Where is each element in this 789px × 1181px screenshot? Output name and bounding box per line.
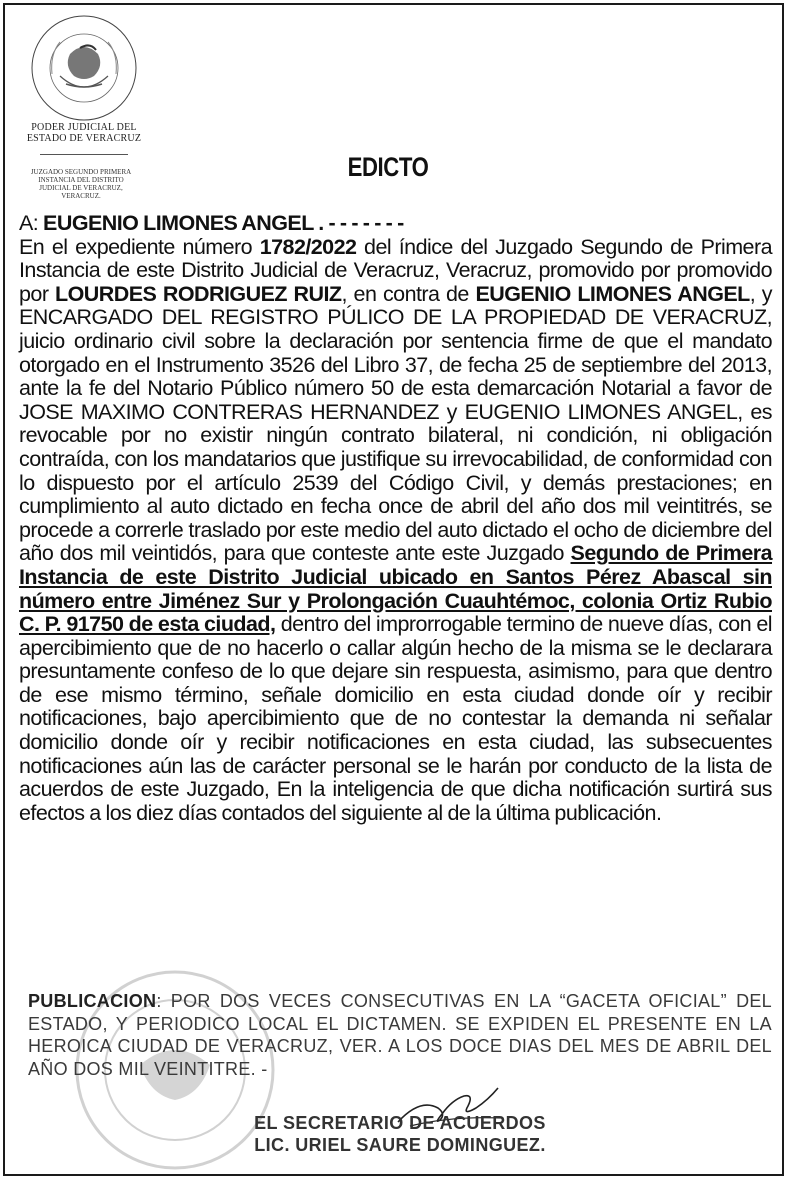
addressee-prefix: A: [19,211,44,235]
organization-name: PODER JUDICIAL DEL ESTADO DE VERACRUZ [26,122,142,144]
body-text: En el expediente número [19,234,260,259]
addressee-line [19,212,772,236]
signer-name: LIC. URIEL SAURE DOMINGUEZ. [254,1135,546,1155]
national-seal-icon [30,14,138,122]
case-number: 1782/2022 [259,234,357,259]
publication-label: PUBLICACION [28,991,157,1011]
publication-notice [28,990,772,1080]
signer-role: EL SECRETARIO DE ACUERDOS [254,1113,546,1133]
document-title: EDICTO [347,152,429,182]
defendant-name: EUGENIO LIMONES ANGEL [475,281,750,306]
divider [40,154,128,155]
signer-block [160,1112,640,1156]
publication-text: : POR DOS VECES CONSECUTIVAS EN LA “GACETA OFICIAL” DEL ESTADO, Y PERIODICO LOCAL EL DICTAMEN. SE EXPIDEN EL PRESENTE EN LA HEROICA CIUDAD DE VERACRUZ, VER. A LOS DOCE DIAS DEL MES DE ABRIL DEL AÑO DOS MIL VEINTITRE. - [28,991,772,1079]
body-text: , en contra de [341,281,476,306]
edict-body [19,212,772,825]
plaintiff-name: LOURDES RODRIGUEZ RUIZ [55,281,342,306]
body-text: dentro del improrrogable termino de nueve días, con el apercibimiento que de no hacerlo o callar algún hecho de la misma se le declarara presuntamente confeso de lo que dejare sin respuesta, asimismo, para que dentro de ese mismo término, señale domicilio en esta ciudad donde oír y recibir notificaciones, bajo apercibimiento que de no contestar la demanda ni señalar domicilio donde oír y recibir notificaciones en esta ciudad, las subsecuentes notificaciones aún las de carácter personal se le harán por conducto de la lista de acuerdos de este Juzgado, En la inteligencia de que dicha notificación surtirá sus efectos a los diez días contados del siguiente al de la última publicación. [19,612,772,825]
court-name: JUZGADO SEGUNDO PRIMERA INSTANCIA DEL DISTRITO JUDICIAL DE VERACRUZ, VERACRUZ. [30,168,132,200]
body-text: , y ENCARGADO DEL REGISTRO PÚLICO DE LA PROPIEDAD DE VERACRUZ, juicio ordinario civil sobre la declaración por sentencia firme de que el mandato otorgado en el Instrumento 3526 del Libro 37, de fecha 25 de septiembre del 2013, ante la fe del Notario Público número 50 de esta demarcación Notarial a favor de JOSE MAXIMO CONTRERAS HERNANDEZ y EUGENIO LIMONES ANGEL, es revocable por no existir ningún contrato bilateral, ni condición, ni obligación contraída, con los mandatarios que justifique su irrevocabilidad, de conformidad con lo dispuesto por el artículo 2539 del Código Civil, y demás prestaciones; en cumplimiento al auto dictado en fecha once de abril del año dos mil veintitrés, se procede a correrle traslado por este medio del auto dictado el ocho de diciembre del año dos mil veintidós, para que conteste ante este Juzgado [19,281,772,566]
body-text: del índice del Juzgado Segundo de Primera Instancia de este Distrito Judicial de Veracruz, Veracruz, promovido por promovido por [19,234,772,306]
court-address: Segundo de Primera Instancia de este Distrito Judicial ubicado en Santos Pérez Abascal sin número entre Jiménez Sur y Prolongación Cuauhtémoc, colonia Ortiz Rubio C. P. 91750 de esta ciudad, [19,541,773,637]
addressee-name: EUGENIO LIMONES ANGEL . - - - - - - - [43,211,404,235]
edict-paragraph [19,236,772,826]
